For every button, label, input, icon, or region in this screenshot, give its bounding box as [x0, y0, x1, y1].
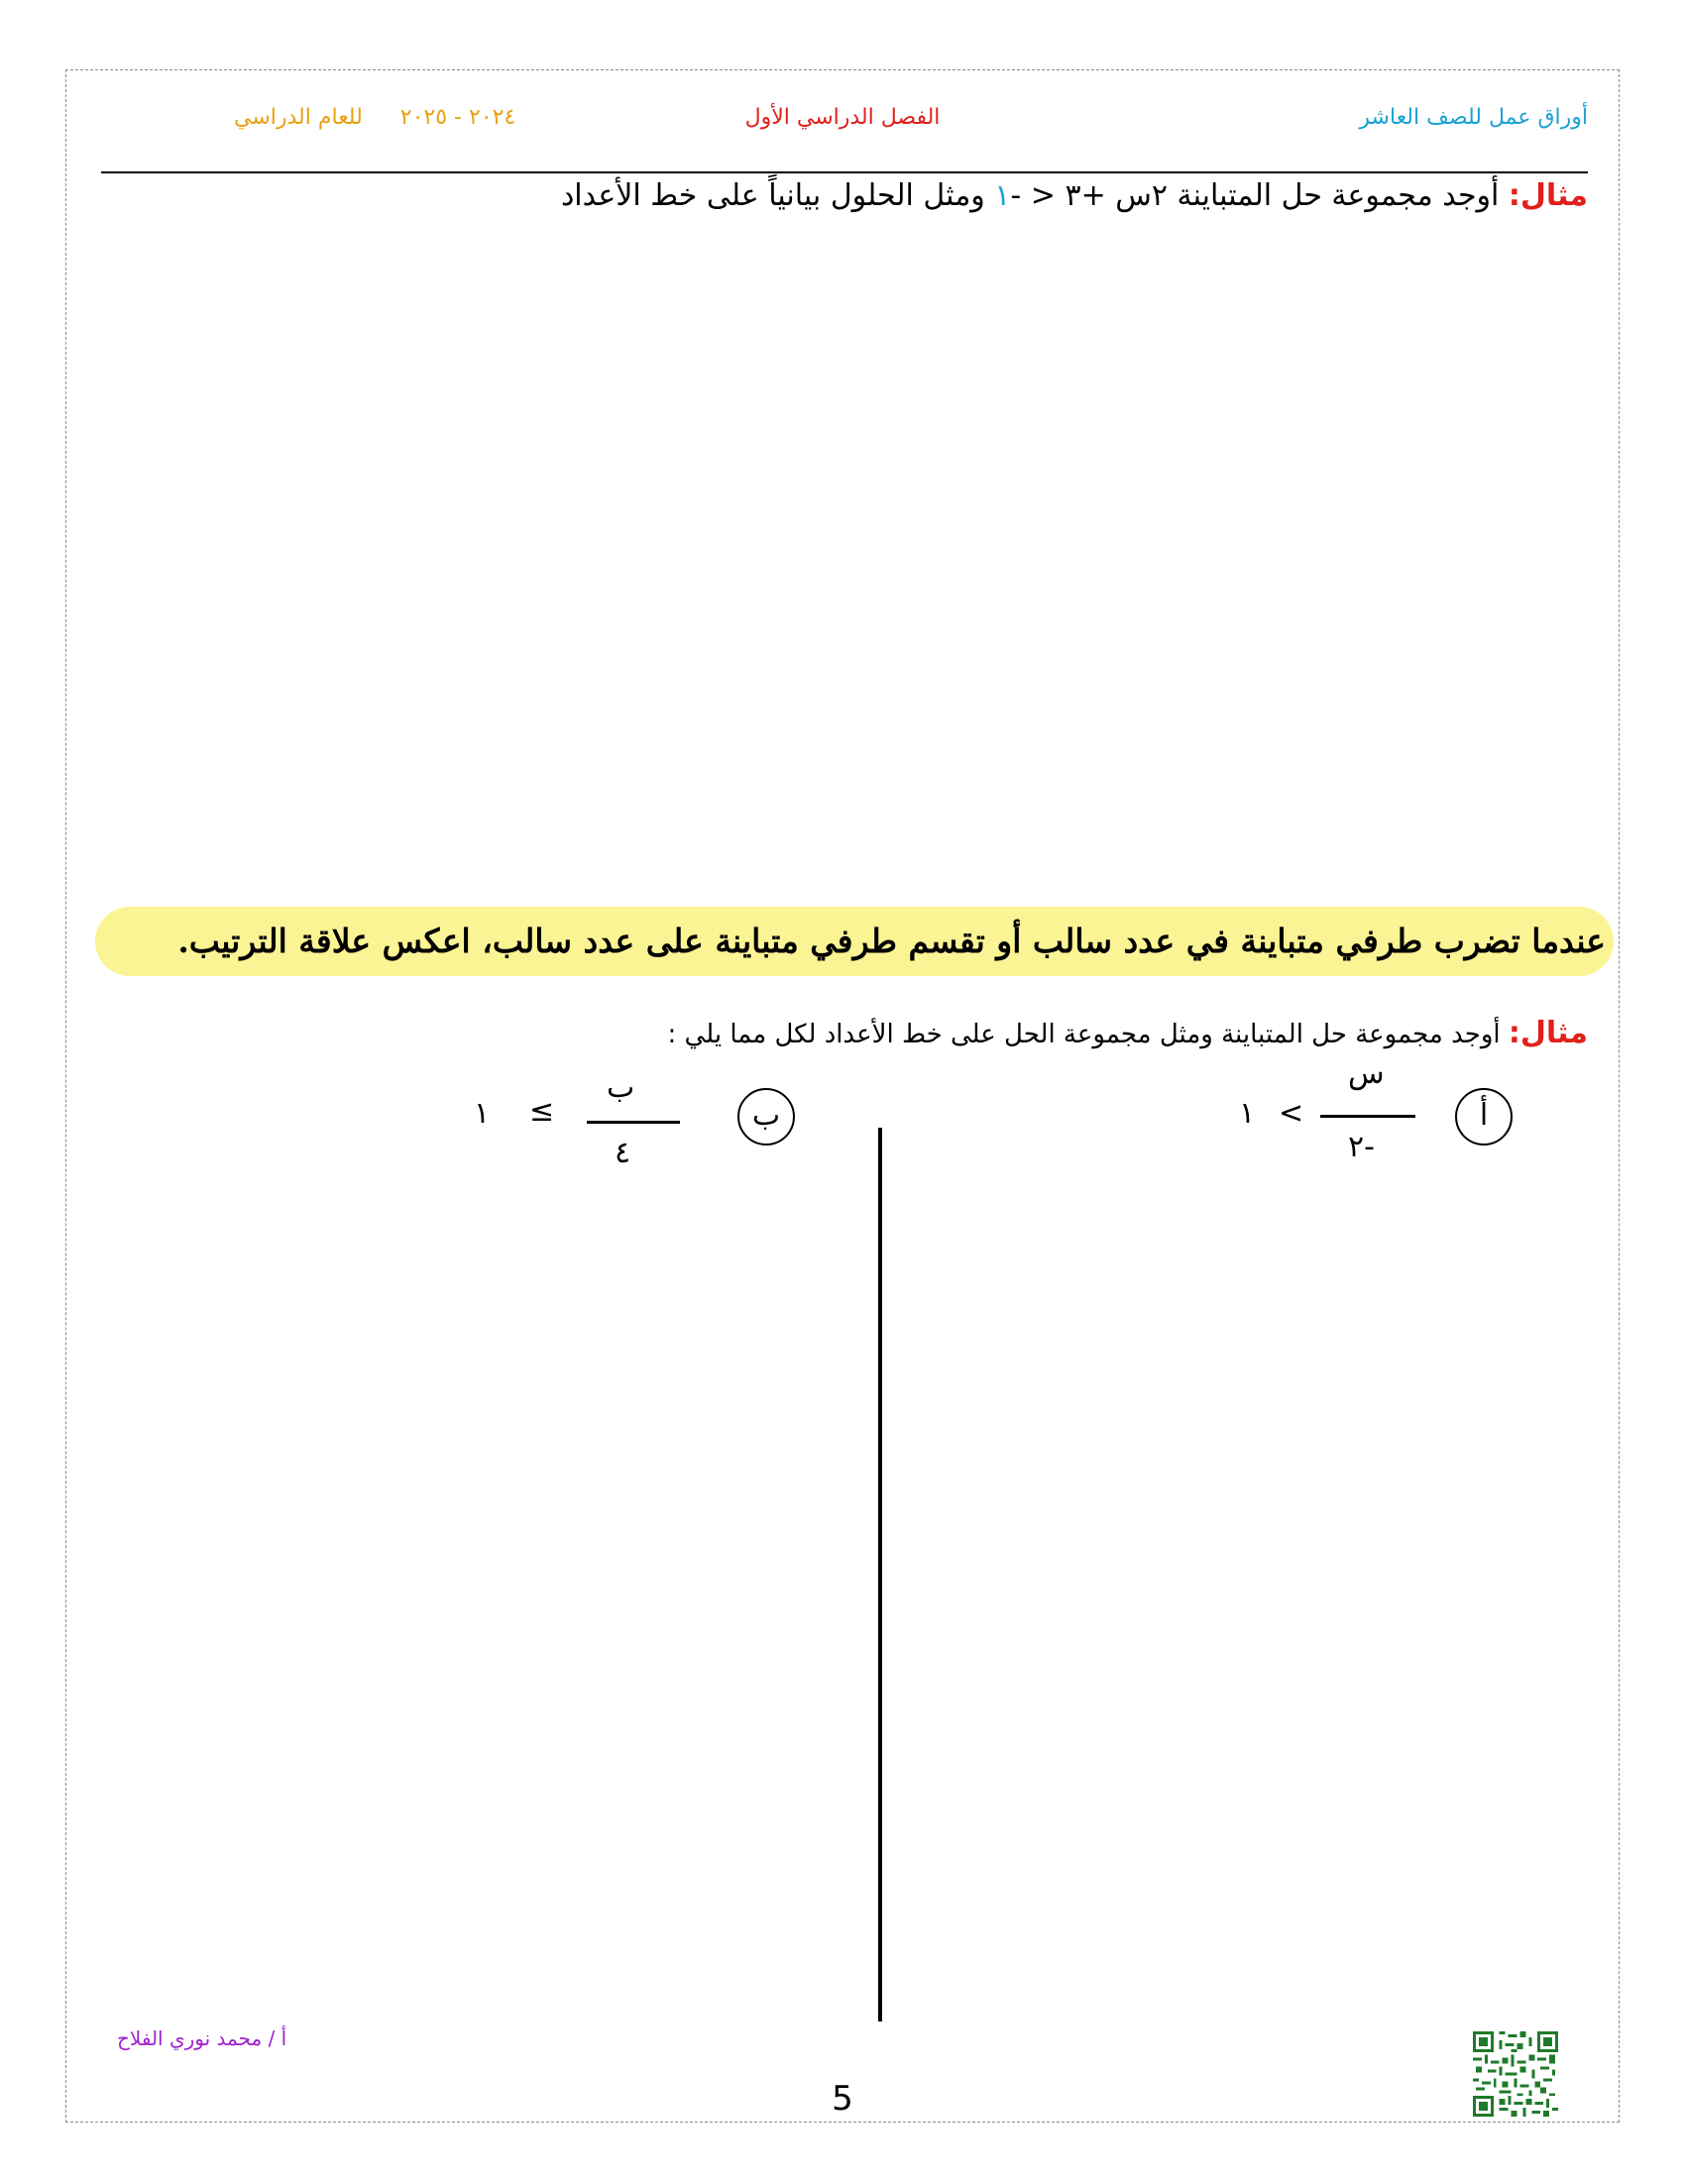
header-worksheet-title: أوراق عمل للصف العاشر — [1359, 105, 1588, 130]
example-1 — [561, 178, 1588, 213]
header-rule — [101, 171, 1588, 173]
header-year-label: للعام الدراسي — [234, 105, 363, 130]
page-number: 5 — [832, 2079, 853, 2119]
example-1-text: أوجد مجموعة حل المتباينة ٢س +٣ < - — [1010, 178, 1509, 213]
example-2 — [668, 1016, 1588, 1050]
part-b-symbol: ≤ — [529, 1094, 555, 1129]
column-divider — [878, 1128, 882, 2021]
author-credit: أ / محمد نوري الفلاح — [117, 2026, 287, 2050]
page-border — [65, 69, 1620, 2123]
qr-code-icon — [1471, 2031, 1560, 2117]
part-a-marker: أ — [1455, 1088, 1513, 1146]
part-b-marker: ب — [737, 1088, 795, 1146]
part-a-numerator: س — [1348, 1056, 1385, 1091]
example-1-highlight: ١ — [994, 178, 1011, 213]
part-a-denominator: ٢- — [1348, 1130, 1375, 1164]
part-b-denominator: ٤ — [615, 1136, 631, 1170]
example-2-label: مثال: — [1508, 1016, 1588, 1050]
part-a-symbol: < — [1279, 1096, 1304, 1131]
header-semester: الفصل الدراسي الأول — [744, 105, 941, 130]
part-a-rhs: ١ — [1239, 1096, 1256, 1131]
header-school-year — [234, 105, 515, 130]
part-a-fraction-bar — [1320, 1115, 1415, 1118]
part-b-numerator: ب — [607, 1070, 635, 1105]
part-b-fraction-bar — [587, 1121, 680, 1124]
example-2-text: أوجد مجموعة حل المتباينة ومثل مجموعة الحل على خط الأعداد لكل مما يلي : — [667, 1020, 1509, 1049]
header-year-value: ٢٠٢٤ - ٢٠٢٥ — [399, 105, 516, 130]
example-1-label: مثال: — [1508, 178, 1588, 213]
example-1-text-end: ومثل الحلول بيانياً على خط الأعداد — [560, 178, 995, 213]
part-b-rhs: ١ — [474, 1096, 491, 1131]
rule-highlight-note: عندما تضرب طرفي متباينة في عدد سالب أو تقسم طرفي متباينة على عدد سالب، اعكس علاقة الترتيب. — [95, 907, 1614, 976]
